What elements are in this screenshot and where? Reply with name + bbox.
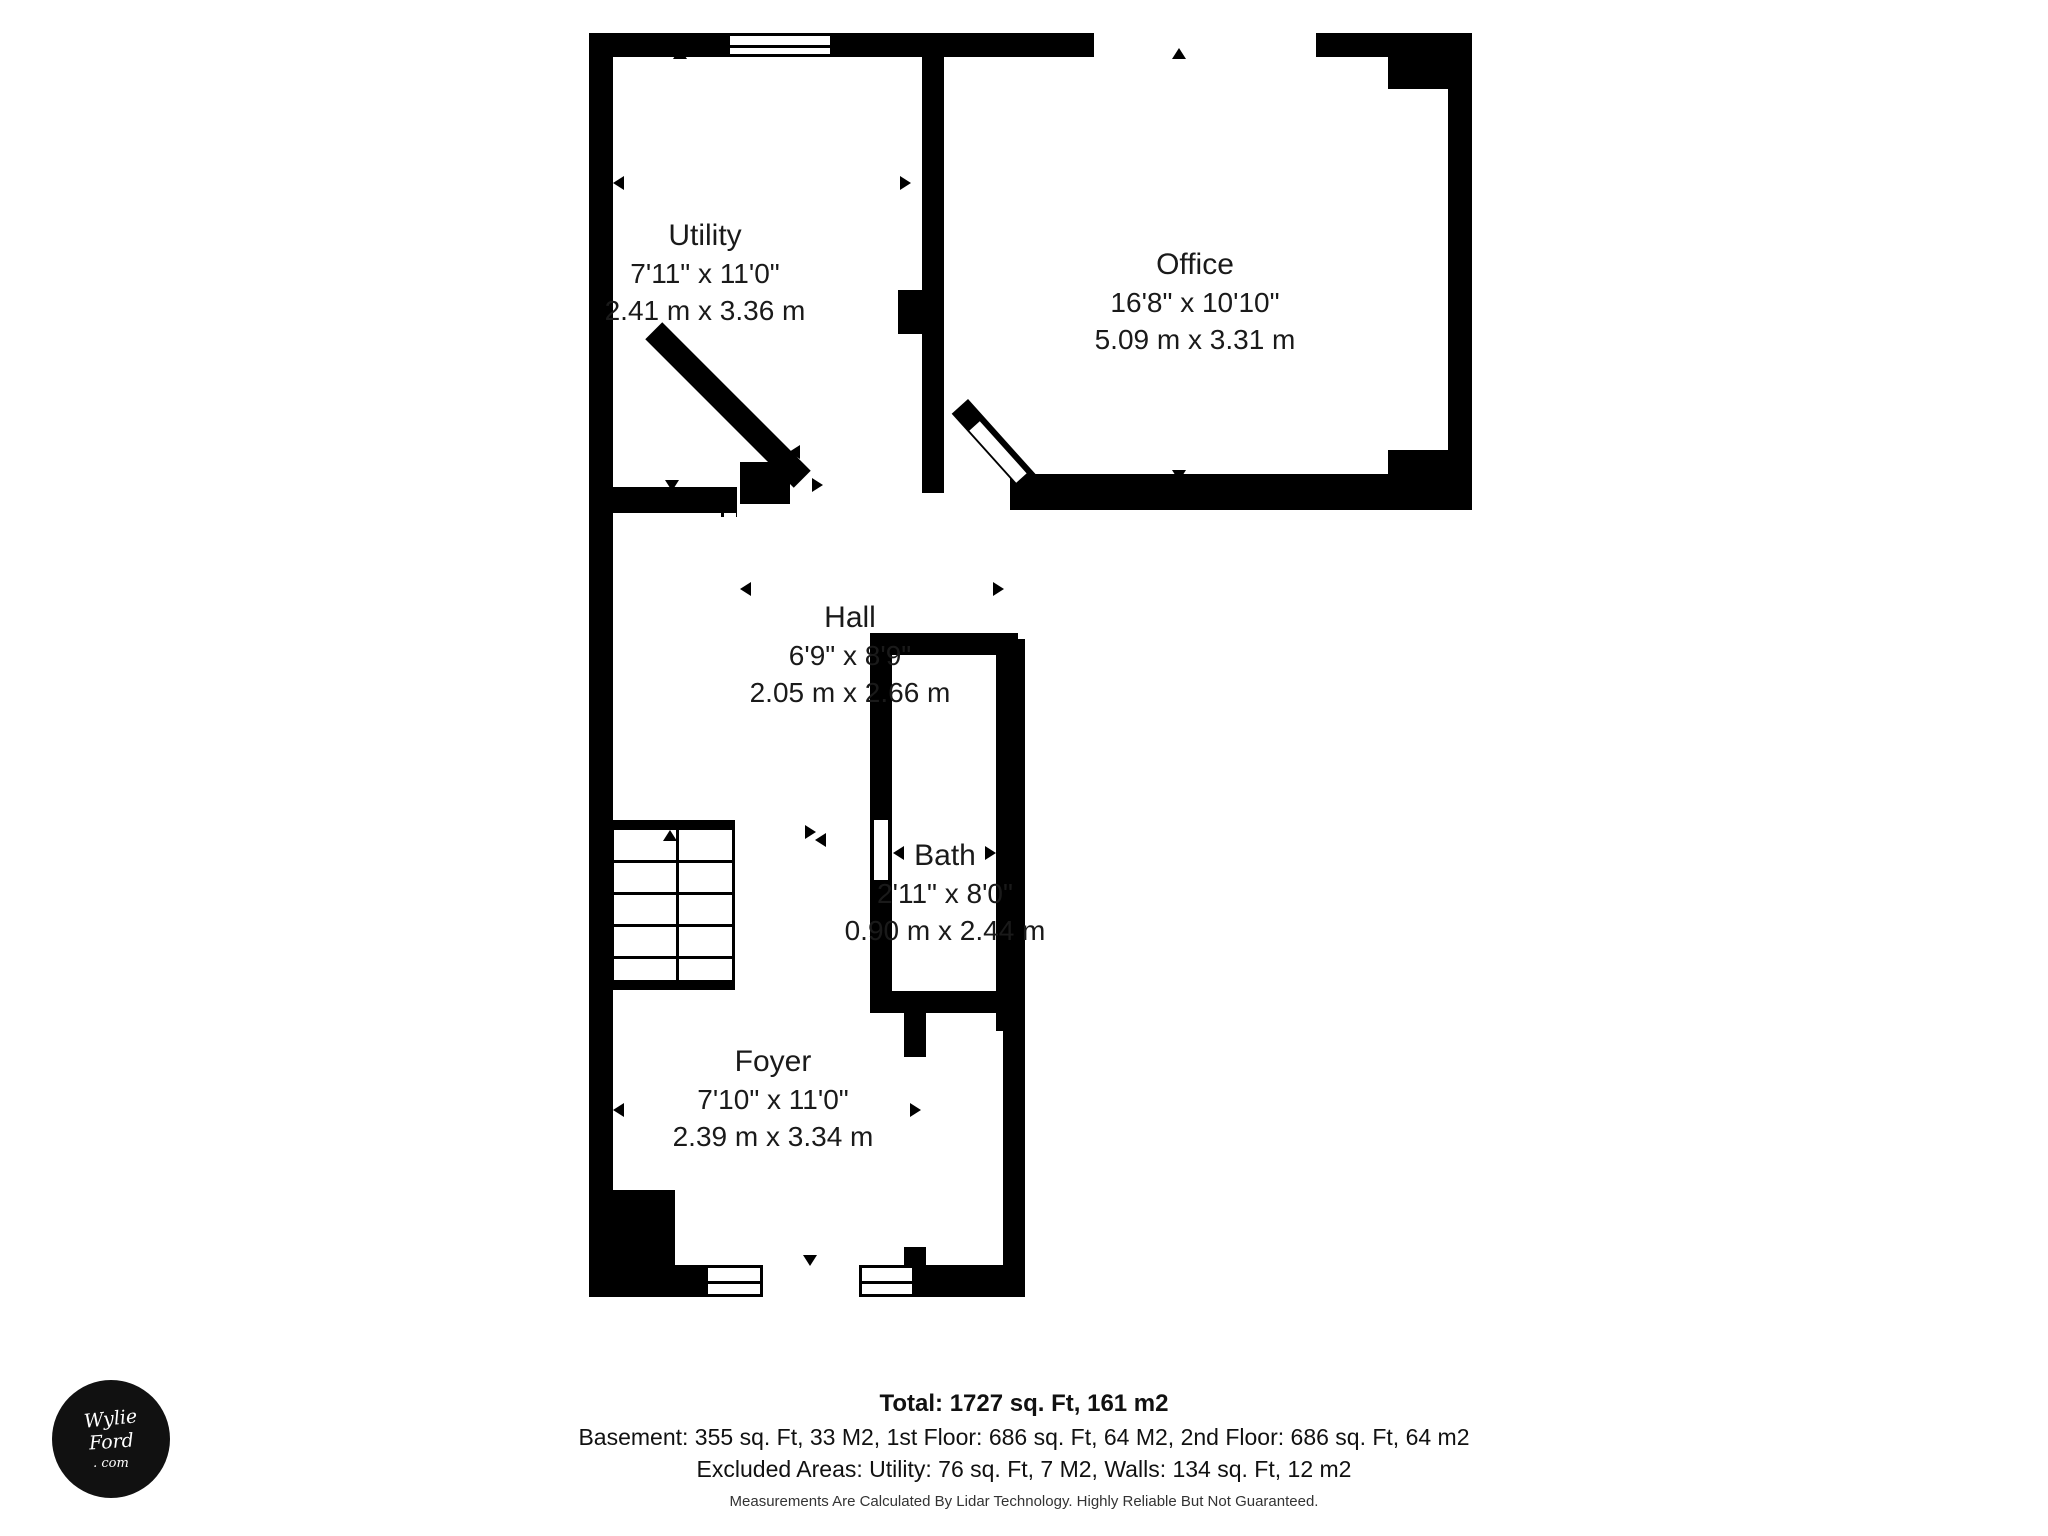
measurement-disclaimer: Measurements Are Calculated By Lidar Technology. Highly Reliable But Not Guaranteed.	[729, 1493, 1319, 1510]
stair-direction-arrow	[663, 830, 677, 841]
dim-arrow-utility-right	[900, 176, 911, 190]
room-label-hall	[705, 598, 995, 712]
room-dim-metric-office: 5.09 m x 3.31 m	[1094, 323, 1296, 355]
dim-arrow-utility-left	[613, 176, 624, 190]
window-bottom-right	[859, 1265, 915, 1297]
room-label-office	[1030, 245, 1360, 359]
opening-bottom-door	[763, 1268, 859, 1294]
window-top-utility	[727, 33, 833, 57]
room-label-utility	[560, 216, 850, 330]
window-bottom-left	[705, 1265, 763, 1297]
logo-line-3: . com	[93, 1455, 129, 1471]
room-dim-metric-hall: 2.05 m x 2.66 m	[749, 676, 951, 708]
room-dim-imperial-office: 16'8" x 10'10"	[1110, 286, 1280, 318]
room-label-foyer	[628, 1042, 918, 1156]
excluded-areas: Excluded Areas: Utility: 76 sq. Ft, 7 M2, Walls: 134 sq. Ft, 12 m2	[696, 1456, 1352, 1482]
dim-arrow-utility-diag-right	[812, 478, 823, 492]
wall-top-office-left	[944, 33, 1094, 57]
wall-right-exterior-lower	[1003, 639, 1025, 1297]
room-dim-imperial-bath: 2'11" x 8'0"	[877, 877, 1013, 909]
room-name-foyer: Foyer	[734, 1045, 812, 1078]
dim-arrow-bath-bottom	[937, 996, 951, 1007]
room-name-hall: Hall	[824, 601, 876, 634]
area-breakdown: Basement: 355 sq. Ft, 33 M2, 1st Floor: 686 sq. Ft, 64 M2, 2nd Floor: 686 sq. Ft, 64 m2	[578, 1424, 1470, 1450]
room-dim-imperial-foyer: 7'10" x 11'0"	[697, 1083, 849, 1115]
dim-arrow-utility-top	[673, 48, 687, 59]
room-dim-imperial-hall: 6'9" x 8'9"	[788, 639, 912, 671]
dim-arrow-hall-left	[740, 582, 751, 596]
dim-arrow-foyer-left	[613, 1103, 624, 1117]
room-dim-metric-utility: 2.41 m x 3.36 m	[604, 294, 806, 326]
wall-top-office-right	[1316, 33, 1388, 57]
room-name-bath: Bath	[914, 839, 976, 872]
logo-line-2: Ford	[87, 1428, 135, 1455]
room-label-bath	[815, 836, 1075, 950]
wall-stair-top	[611, 820, 735, 830]
dim-arrow-utility-bottom	[665, 480, 679, 491]
wall-office-bottom	[1010, 474, 1472, 510]
dim-arrow-office-bottom	[1172, 470, 1186, 481]
dim-arrow-utility-diag-left	[789, 445, 800, 459]
wall-between-utility-office	[922, 33, 944, 493]
dim-arrow-hall-right	[993, 582, 1004, 596]
wall-utility-diagonal-upper-stub	[898, 290, 944, 334]
opening-top-office	[1094, 36, 1316, 54]
logo-line-1: Wylie	[83, 1404, 139, 1433]
wall-stair-bottom	[611, 980, 735, 990]
wall-office-right	[1448, 33, 1472, 413]
wall-bottom-exterior-left	[589, 1265, 705, 1297]
dim-arrow-office-top	[1172, 48, 1186, 59]
room-name-office: Office	[1156, 248, 1234, 281]
room-name-utility: Utility	[668, 219, 742, 252]
room-dim-metric-bath: 0.90 m x 2.44 m	[844, 914, 1046, 946]
room-dim-imperial-utility: 7'11" x 11'0"	[630, 257, 780, 289]
wall-utility-diagonal-lower-stub	[740, 462, 790, 504]
dim-arrow-foyer-bottom	[803, 1255, 817, 1266]
wall-left-exterior-lower	[589, 493, 613, 1215]
room-dim-metric-foyer: 2.39 m x 3.34 m	[672, 1120, 874, 1152]
total-area: Total: 1727 sq. Ft, 161 m2	[879, 1390, 1169, 1417]
footer-summary	[0, 1390, 2048, 1510]
staircase	[611, 825, 735, 985]
opening-hall-diagonal	[969, 421, 1026, 482]
